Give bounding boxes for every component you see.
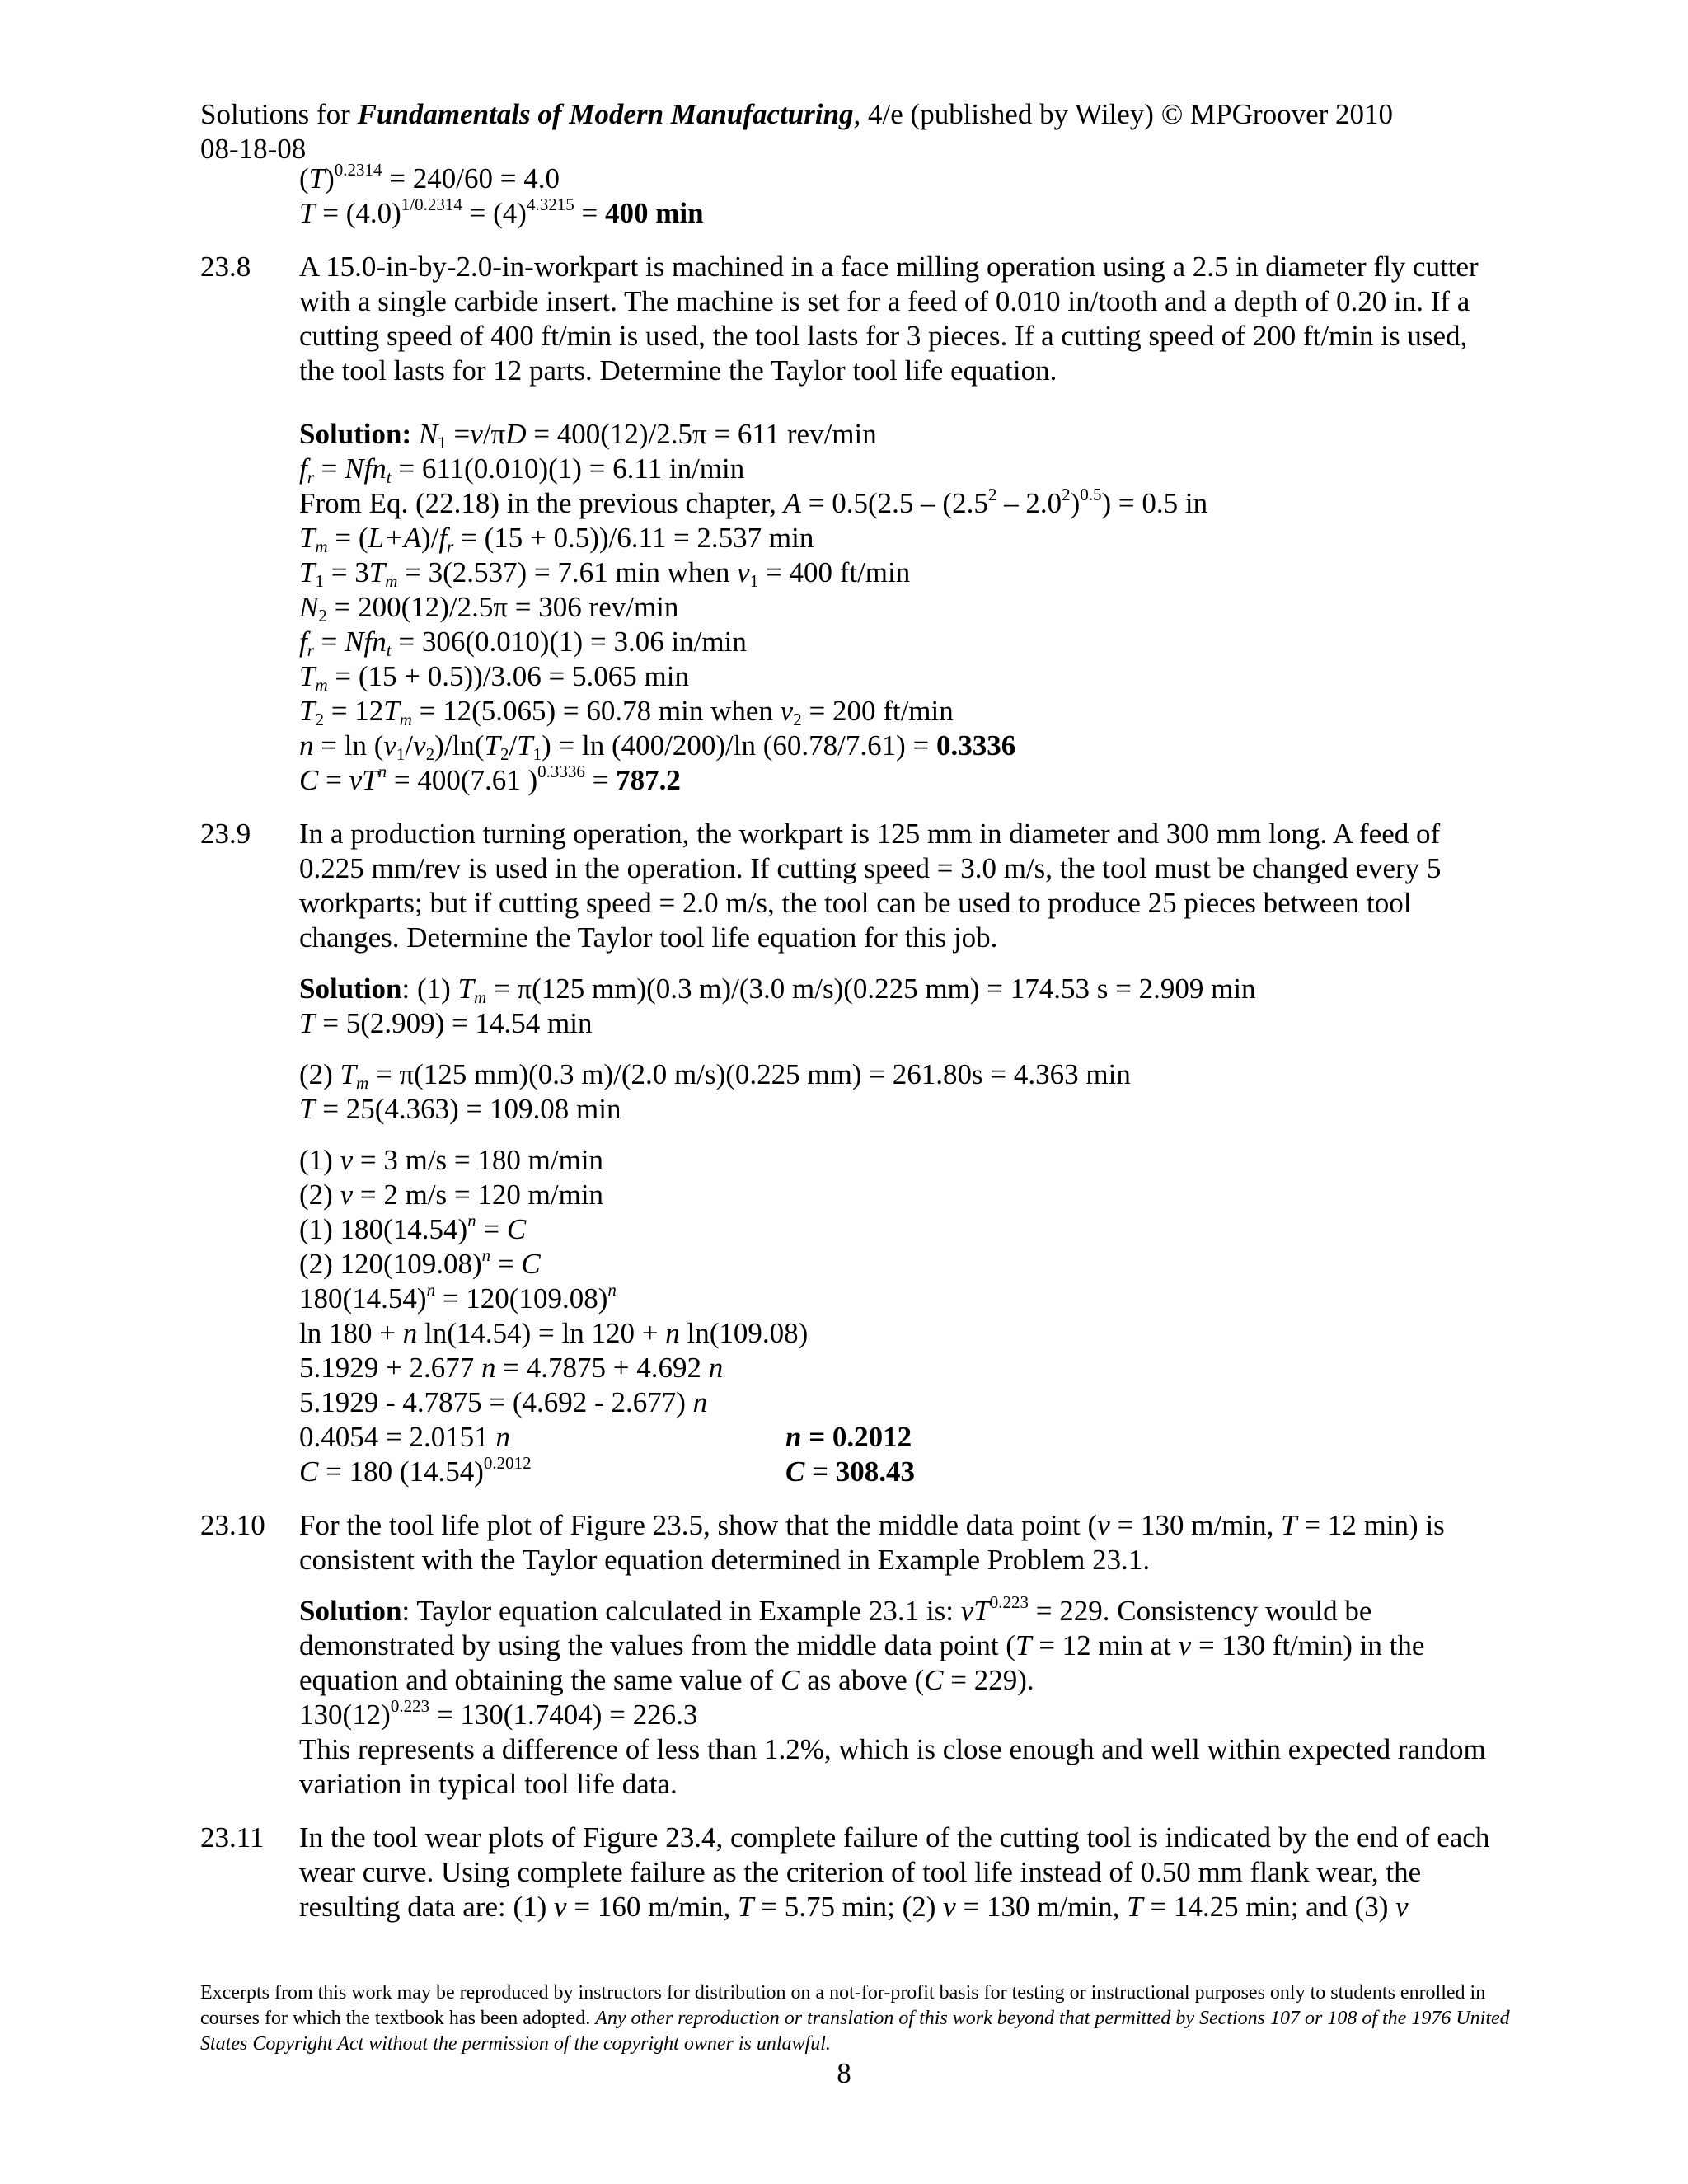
solution-line: (2) $T_m = \pi(125$ mm)(0.3 m)/(2.0 m/s)(0.225 mm) = 261.80s = 4.363 min [299, 1058, 1131, 1093]
problem-23-8 [200, 250, 1503, 798]
solution [299, 972, 1503, 1489]
solution-line: $T_2 = 12T_m = 12(5.065) = 60.78$ min when $v_2 = 200$ ft/min [299, 695, 954, 729]
solution-label: Solution [299, 972, 402, 1005]
solution-line: (1) $180(14.54)^n = C$ [299, 1211, 527, 1245]
problem-statement: For the tool life plot of Figure 23.5, show that the middle data point (v = 130 m/min, T = 12 min) is consistent with the Taylor equation determined in Example Problem 23.1. [299, 1509, 1445, 1576]
problem-statement: A 15.0-in-by-2.0-in-workpart is machined in a face milling operation using a 2.5 in diameter fly cutter with a single carbide insert. The machine is set for a feed of 0.010 in/tooth and a depth of 0.20 in. If a cutting speed of 400 ft/min is used, the tool lasts for 3 pieces. If a cutting speed of 200 ft/min is used, the tool lasts for 12 parts. Determine the Taylor tool life equation. [299, 251, 1479, 387]
solution-line: Solution: $N_1 =v/\pi D = 400(12)/2.5\pi = 611$ rev/min [299, 418, 877, 452]
solution-line: C = 180 $(14.54)^{0.2012}$ C = 308.43 [299, 1453, 916, 1488]
solution-line: 5.1929 - 4.7875 = (4.692 - 2.677) n [299, 1386, 708, 1418]
problem-23-10 [200, 1508, 1503, 1802]
problem-number: 23.11 [200, 1821, 265, 1854]
solution-line: $180(14.54)^n = 120(109.08)^n$ [299, 1280, 617, 1315]
continued-solution [200, 162, 1503, 231]
solution-line: $C = vT^n = 400(7.61$ )$^{0.3336}$ = 787.2 [299, 762, 681, 796]
solution-label: Solution [299, 1595, 402, 1627]
solution-line: (2) v = 2 m/s = 120 m/min [299, 1179, 604, 1211]
page-header [200, 97, 1393, 166]
answer: 400 min [604, 197, 704, 229]
copyright-footer: Excerpts from this work may be reproduced by instructors for distribution on a not-for-profit basis for testing or instructional purposes only to students enrolled in courses for which the textbook has been adopted. Any other reproduction or translation of this work beyond that permitted by Sections 107 or 108 of the 1976 United States Copyright Act without the permission of the copyright owner is unlawful. [200, 1982, 1510, 2055]
solution-text: This represents a difference of less than 1.2%, which is close enough and well within expected random variation in typical tool life data. [299, 1733, 1486, 1800]
solution-line: $N_2 = 200(12)/2.5\pi = 306$ rev/min [299, 591, 679, 626]
solution-line: $130(12)^{0.223} = 130(1.7404) = 226.3$ [299, 1696, 698, 1731]
header-line: Solutions for Fundamentals of Modern Manufacturing, 4/e (published by Wiley) © MPGroover 2010 [200, 98, 1394, 130]
solution-line: $f_r = Nfn_t = 611(0.010)(1) = 6.11$ in/min [299, 452, 745, 487]
solution-text: Solution: Taylor equation calculated in Example 23.1 is: $vT^{0.223} = 229$. Consistency would be demonstrated by using the values from the middle data point (T = 12 min at v = 130 ft/min) in the equation and obtaining the same value of C as above (C = 229). [299, 1592, 1425, 1696]
problem-statement: In a production turning operation, the workpart is 125 mm in diameter and 300 mm long. A feed of 0.225 mm/rev is used in the operation. If cutting speed = 3.0 m/s, the tool must be changed every 5 workparts; but if cutting speed = 2.0 m/s, the tool can be used to produce 25 pieces between tool changes. Determine the Taylor tool life equation for this job. [299, 818, 1442, 954]
solution-line: 0.4054 = 2.0151 n n = 0.2012 [299, 1421, 912, 1453]
answer: 787.2 [616, 764, 681, 796]
problem-23-9 [200, 817, 1503, 1489]
solution-line: $T_m = (15 + 0.5))/3.06 = 5.065$ min [299, 660, 689, 695]
solution-line: $T_m = (L+A)/f_r = (15 + 0.5))/6.11 = 2.537$ min [299, 522, 814, 556]
page-number: 8 [837, 2057, 851, 2089]
problem-number: 23.9 [200, 818, 251, 850]
header-date: 08-18-08 [200, 133, 307, 165]
solution [299, 1594, 1503, 1802]
solution-line: T = 25(4.363) = 109.08 min [299, 1093, 621, 1125]
problem-statement: In the tool wear plots of Figure 23.4, complete failure of the cutting tool is indicated by the end of each wear curve. Using complete failure as the criterion of tool life instead of 0.50 mm flank wear, the resulting data are: (1) v = 160 m/min, T = 5.75 min; (2) v = 130 m/min, T = 14.25 min; and (3) v [299, 1821, 1490, 1923]
solution-line: $(T)^{0.2314} = 240/60 = 4.0$ [299, 160, 560, 194]
solution-line: $f_r = Nfn_t = 306(0.010)(1) = 3.06$ in/min [299, 626, 747, 660]
solution-line: $T_1 = 3T_m = 3(2.537) = 7.61$ min when $v_1 = 400$ ft/min [299, 556, 911, 591]
answer: C = 308.43 [785, 1455, 916, 1488]
problem-number: 23.8 [200, 251, 251, 283]
answer: n = 0.2012 [785, 1421, 912, 1453]
solution-line: ln 180 + n ln(14.54) = ln 120 + n ln(109.08) [299, 1317, 809, 1349]
solution-line: From Eq. (22.18) in the previous chapter, $A = 0.5(2.5 - (2.5^2 - 2.0^2)^{0.5}) = 0.5$ in [299, 485, 1208, 519]
problem-23-11 [200, 1821, 1503, 1924]
answer: 0.3336 [936, 729, 1016, 762]
solution-line: 5.1929 + 2.677 n = 4.7875 + 4.692 n [299, 1352, 724, 1384]
book-title: Fundamentals of Modern Manufacturing [357, 98, 854, 130]
solution-line: (2) $120(109.08)^n = C$ [299, 1245, 541, 1280]
solution-line: $n = \ln (v_1/v_2)/\ln(T_2/T_1) = \ln (400/200)/\ln$ (60.78/7.61) = 0.3336 [299, 729, 1016, 764]
solution-line: (1) v = 3 m/s = 180 m/min [299, 1144, 604, 1176]
solution [299, 417, 1503, 798]
document-body [200, 162, 1503, 1924]
solution-line: Solution: (1) $T_m = \pi(125$ mm)(0.3 m)/(3.0 m/s)(0.225 mm) = 174.53 s = 2.909 min [299, 972, 1256, 1007]
solution-line: $T = (4.0)^{1/0.2314} = (4)^{4.3215} = 400$ min [299, 194, 704, 229]
problem-number: 23.10 [200, 1509, 265, 1541]
solution-label: Solution: [299, 418, 412, 450]
solution-line: T = 5(2.909) = 14.54 min [299, 1007, 593, 1039]
